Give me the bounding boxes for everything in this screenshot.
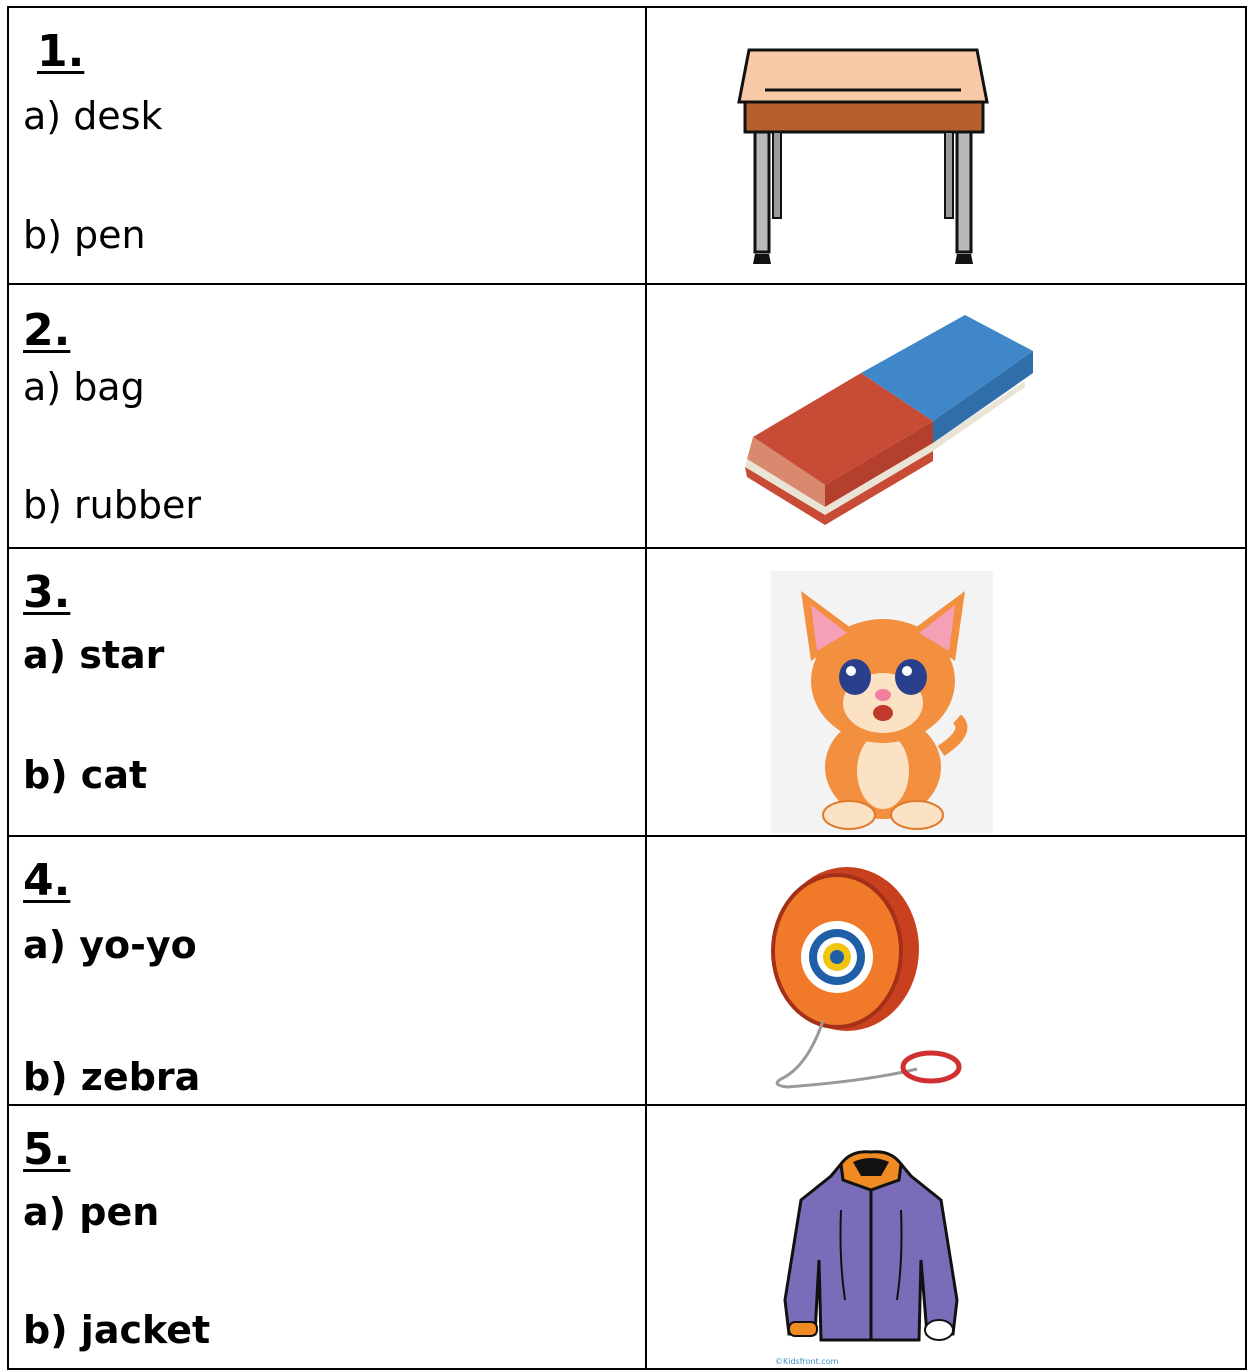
question-text-cell [8,284,646,548]
question-text-cell [8,7,646,284]
question-row-3 [8,548,1246,836]
question-number: 4. [23,855,71,906]
question-number: 1. [37,26,85,77]
picture-cell [646,548,1246,836]
yoyo-icon [767,867,967,1095]
picture-cell [646,836,1246,1105]
image-credit: ©Kidsfront.com [775,1357,839,1366]
question-number: 5. [23,1124,71,1175]
option-b[interactable]: b) cat [23,753,148,797]
cat-icon [771,571,993,833]
eraser-icon [733,311,1039,543]
option-b[interactable]: b) pen [23,213,146,257]
option-a[interactable]: a) bag [23,365,145,409]
question-text-cell [8,1105,646,1369]
picture-cell [646,7,1246,284]
question-row-5 [8,1105,1246,1369]
question-text-cell [8,836,646,1105]
question-row-4 [8,836,1246,1105]
option-a[interactable]: a) desk [23,94,163,138]
question-row-1 [8,7,1246,284]
desk-icon [733,46,995,268]
question-row-2 [8,284,1246,548]
question-text-cell [8,548,646,836]
picture-cell [646,1105,1246,1369]
option-a[interactable]: a) pen [23,1190,160,1234]
question-number: 2. [23,305,71,356]
question-number: 3. [23,567,71,618]
option-b[interactable]: b) rubber [23,483,201,527]
option-b[interactable]: b) zebra [23,1055,201,1099]
option-a[interactable]: a) star [23,633,165,677]
worksheet-table [7,6,1247,1370]
jacket-icon [781,1150,961,1346]
option-b[interactable]: b) jacket [23,1308,211,1352]
option-a[interactable]: a) yo-yo [23,923,197,967]
picture-cell [646,284,1246,548]
